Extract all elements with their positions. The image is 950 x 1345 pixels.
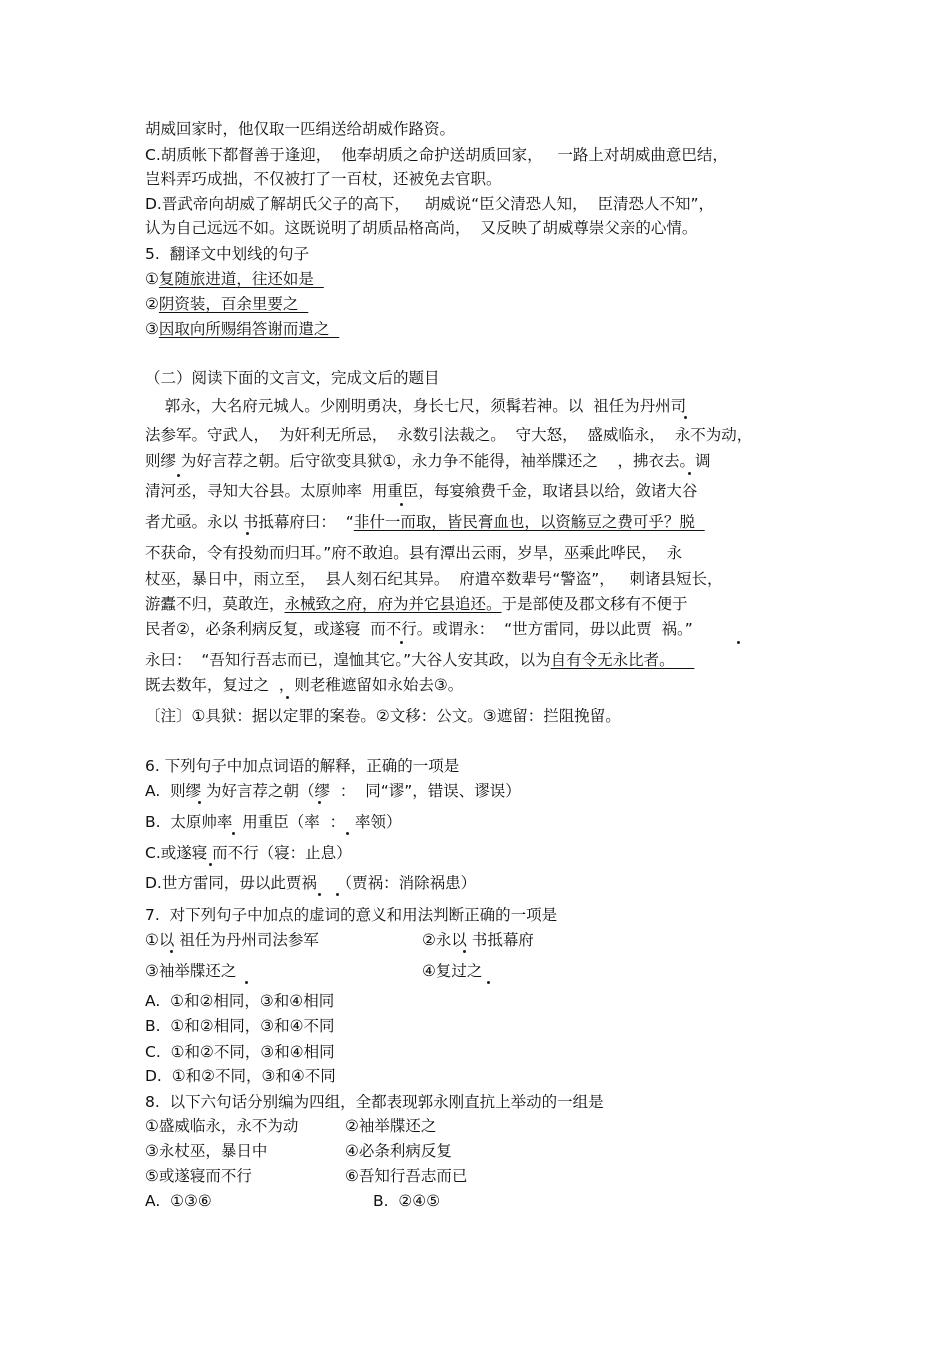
q7-sentence-1: ①以 祖任为丹州司法参军 <box>145 931 319 949</box>
q5-item-1 <box>145 269 324 289</box>
q5-item-1-text: 复随旅进道，往还如是 <box>158 270 324 288</box>
q4-option-d-line2: 认为自己远远不如。这既说明了胡质品格高尚， 又反映了胡威尊崇父亲的心情。 <box>145 219 698 237</box>
passage-line-10-start: 永曰： “吾知行吾志而已，遑恤其它。”大谷人安其政，以为 <box>145 651 551 669</box>
emphasis-dot <box>400 641 403 644</box>
q8-sentence-1: ①盛威临永，永不为动 <box>145 1117 299 1135</box>
emphasis-dot <box>400 503 403 506</box>
emphasis-dot <box>688 472 691 475</box>
q5-item-3-number: ③ <box>145 320 159 338</box>
q4-option-c-line2: 岂料弄巧成拙，不仅被打了一百杖，还被免去官职。 <box>145 170 502 188</box>
q5-item-3-text: 因取向所赐绢答谢而遣之 <box>158 320 340 338</box>
q8-sentence-2: ②袖举牒还之 <box>345 1117 437 1135</box>
emphasis-dot <box>198 801 201 804</box>
passage-line-3: 则缪 为好言荐之朝。后守欲变具狱①，永力争不能得，袖举牒还之 ，拂衣去。调 <box>145 452 711 470</box>
passage-line-5 <box>145 512 705 532</box>
q5-title: 5. 翻译文中划线的句子 <box>145 245 310 263</box>
passage-line-5-start: 者尤亟。永以 书抵幕府曰： “ <box>145 513 354 531</box>
passage-line-11: 既去数年，复过之 ，则老稚遮留如永始去③。 <box>145 676 464 694</box>
passage-line-10-underlined: 自有令无永比者。 <box>550 651 695 669</box>
q4-option-d-line1: D.晋武帝向胡威了解胡氏父子的高下， 胡威说“臣父清恐人知， 臣清恐人不知”， <box>145 195 715 213</box>
emphasis-dot <box>177 474 180 477</box>
emphasis-dot <box>737 641 740 644</box>
q5-item-2 <box>145 294 308 314</box>
q6-option-b: B. 太原帅率 用重臣（率 ： 率领） <box>145 813 402 831</box>
passage-line-8 <box>145 594 688 614</box>
q6-option-c: C.或遂寝 而不行（寝：止息） <box>145 844 352 862</box>
emphasis-dot <box>209 863 212 866</box>
emphasis-dot <box>336 893 339 896</box>
q7-sentence-3: ③袖举牒还之 <box>145 962 237 980</box>
q5-item-3 <box>145 319 339 339</box>
emphasis-dot <box>463 950 466 953</box>
q7-title: 7. 对下列句子中加点的虚词的意义和用法判断正确的一项是 <box>145 906 558 924</box>
q8-title: 8. 以下六句话分别编为四组，全都表现郭永刚直抗上举动的一组是 <box>145 1093 604 1111</box>
q7-sentence-2: ②永以 书抵幕府 <box>422 931 534 949</box>
q8-sentence-4: ④必条利病反复 <box>345 1142 452 1160</box>
passage-line-6: 不获命，令有投劾而归耳。”府不敢迫。县有潭出云雨，岁旱，巫乘此哗民， 永 <box>145 544 683 562</box>
q8-sentence-3: ③永杖巫，暴日中 <box>145 1142 268 1160</box>
q8-sentence-6: ⑥吾知行吾志而已 <box>345 1167 468 1185</box>
emphasis-dot <box>684 416 687 419</box>
emphasis-dot <box>487 981 490 984</box>
emphasis-dot <box>286 696 289 699</box>
emphasis-dot <box>318 893 321 896</box>
emphasis-dot <box>318 801 321 804</box>
q4-option-b-end: 胡威回家时，他仅取一匹绢送给胡威作路资。 <box>145 120 456 138</box>
passage-line-8-end: 于是部使及郡文移有不便于 <box>501 595 688 613</box>
emphasis-dot <box>346 832 349 835</box>
passage-line-5-underlined: 非什一而取，皆民膏血也，以资觞豆之费可乎？脱 <box>353 513 705 531</box>
passage-line-8-start: 游蠹不归，莫敢迕， <box>145 595 285 613</box>
q7-sentence-4: ④复过之 <box>422 962 483 980</box>
q7-option-a: A. ①和②相同，③和④相同 <box>145 992 335 1010</box>
q8-option-a: A. ①③⑥ <box>145 1192 212 1210</box>
passage-line-10 <box>145 650 694 670</box>
emphasis-dot <box>246 532 249 535</box>
emphasis-dot <box>232 832 235 835</box>
q4-option-c-line1: C.胡质帐下都督善于逢迎， 他奉胡质之命护送胡质回家， 一路上对胡威曲意巴结， <box>145 146 728 164</box>
passage-heading: （二）阅读下面的文言文，完成文后的题目 <box>145 369 440 387</box>
q6-title: 6. 下列句子中加点词语的解释，正确的一项是 <box>145 757 460 775</box>
q5-item-2-text: 阴资装，百余里要之 <box>158 295 309 313</box>
passage-note: 〔注〕①具狱：据以定罪的案卷。②文移：公文。③遮留：拦阻挽留。 <box>145 707 621 725</box>
q5-item-2-number: ② <box>145 295 159 313</box>
q8-option-b: B. ②④⑤ <box>373 1192 441 1210</box>
passage-line-1: 郭永，大名府元城人。少刚明勇决，身长七尺，须髯若神。以 祖任为丹州司 <box>145 397 687 415</box>
passage-line-4: 清河丞，寻知大谷县。太原帅率 用重臣，每宴飨费千金，取诸县以给，敛诸大谷 <box>145 482 698 500</box>
q8-sentence-5: ⑤或遂寝而不行 <box>145 1167 252 1185</box>
q7-option-c: C. ①和②不同，③和④相同 <box>145 1043 335 1061</box>
q6-option-a: A. 则缪 为好言荐之朝（缪 ： 同“谬”，错误、谬误） <box>145 782 521 800</box>
passage-line-2: 法参军。守武人， 为奸利无所忌， 永数引法裁之。 守大怒， 盛威临永， 永不为动， <box>145 426 753 444</box>
passage-line-8-underlined: 永械致之府，府为并它县追还。 <box>284 595 502 613</box>
emphasis-dot <box>170 950 173 953</box>
passage-line-7: 杖巫，暴日中，雨立至， 县人刻石纪其异。 府遣卒数辈号“警盗”， 刺诸县短长， <box>145 570 723 588</box>
passage-line-9: 民者②，必条利病反复，或遂寝 而不行。或谓永： “世方雷同，毋以此贾 祸。” <box>145 620 693 638</box>
q7-option-b: B. ①和②相同，③和④不同 <box>145 1017 335 1035</box>
q7-option-d: D. ①和②不同，③和④不同 <box>145 1067 336 1085</box>
q5-item-1-number: ① <box>145 270 159 288</box>
q6-option-d: D.世方雷同，毋以此贾祸 （贾祸：消除祸患） <box>145 874 477 892</box>
emphasis-dot <box>245 981 248 984</box>
